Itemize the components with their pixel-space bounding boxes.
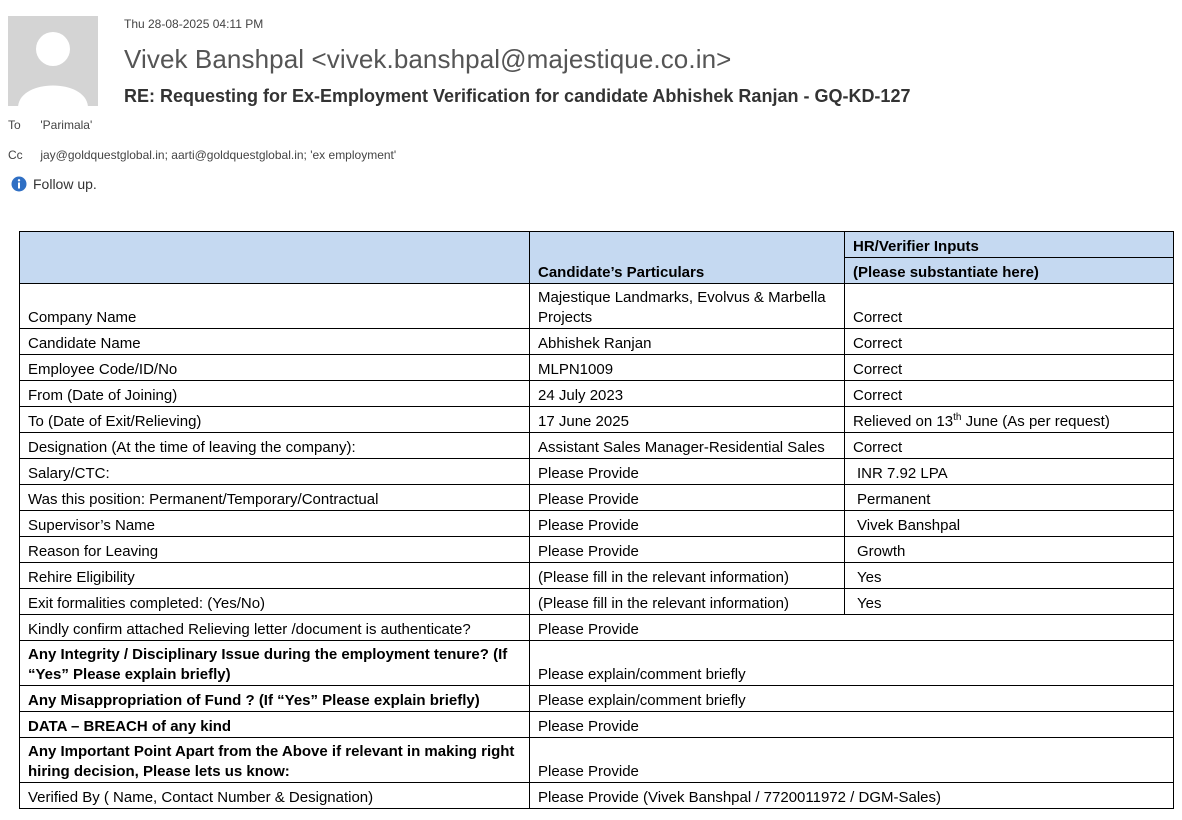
particular-cell: Please Provide <box>530 459 845 485</box>
field-cell: Designation (At the time of leaving the company): <box>20 433 530 459</box>
email-datetime: Thu 28-08-2025 04:11 PM <box>124 17 264 31</box>
table-row <box>20 712 1174 738</box>
cc-label: Cc <box>8 148 23 162</box>
field-cell: Candidate Name <box>20 329 530 355</box>
email-sender[interactable]: Vivek Banshpal <vivek.banshpal@majestique.co.in> <box>124 44 732 74</box>
table-row <box>20 738 1174 783</box>
input-text-post: June (As per request) <box>961 413 1110 430</box>
input-cell: Growth <box>845 537 1174 563</box>
particular-cell: Assistant Sales Manager-Residential Sales <box>530 433 845 459</box>
particular-cell: Please Provide <box>530 537 845 563</box>
table-row <box>20 615 1174 641</box>
particular-cell: Please Provide <box>530 738 1174 783</box>
field-cell: To (Date of Exit/Relieving) <box>20 407 530 433</box>
particular-cell: Please Provide <box>530 511 845 537</box>
input-text-sup: th <box>953 412 962 423</box>
info-icon <box>11 176 27 192</box>
to-recipients[interactable]: 'Parimala' <box>40 118 93 132</box>
table-row <box>20 355 1174 381</box>
table-row <box>20 284 1174 329</box>
header-substantiate: (Please substantiate here) <box>845 258 1174 284</box>
verification-table <box>19 231 1174 809</box>
table-row <box>20 329 1174 355</box>
field-cell: Was this position: Permanent/Temporary/Contractual <box>20 485 530 511</box>
person-icon <box>8 16 98 106</box>
sender-avatar <box>8 16 98 106</box>
input-cell: Yes <box>845 589 1174 615</box>
cc-recipients[interactable]: jay@goldquestglobal.in; aarti@goldquestglobal.in; 'ex employment' <box>40 148 397 162</box>
email-subject: RE: Requesting for Ex-Employment Verification for candidate Abhishek Ranjan - GQ-KD-127 <box>124 86 911 106</box>
field-cell: From (Date of Joining) <box>20 381 530 407</box>
header-candidate-particulars: Candidate’s Particulars <box>530 232 845 284</box>
particular-cell: 17 June 2025 <box>530 407 845 433</box>
table-row <box>20 511 1174 537</box>
table-row <box>20 686 1174 712</box>
cc-row <box>8 148 396 162</box>
table-row <box>20 783 1174 809</box>
field-cell: Any Misappropriation of Fund ? (If “Yes” Please explain briefly) <box>20 686 530 712</box>
table-header-row <box>20 232 1174 258</box>
table-row <box>20 407 1174 433</box>
header-hr-inputs: HR/Verifier Inputs <box>845 232 1174 258</box>
table-row <box>20 381 1174 407</box>
particular-cell: Majestique Landmarks, Evolvus & Marbella Projects <box>530 284 845 329</box>
particular-cell: MLPN1009 <box>530 355 845 381</box>
particular-cell: Please Provide <box>530 615 1174 641</box>
field-cell: DATA – BREACH of any kind <box>20 712 530 738</box>
followup-flag[interactable] <box>11 176 97 192</box>
table-row <box>20 537 1174 563</box>
input-cell: Yes <box>845 563 1174 589</box>
field-cell: Verified By ( Name, Contact Number & Designation) <box>20 783 530 809</box>
table-row <box>20 433 1174 459</box>
table-row <box>20 589 1174 615</box>
particular-cell: Please Provide <box>530 712 1174 738</box>
field-cell: Reason for Leaving <box>20 537 530 563</box>
field-cell: Supervisor’s Name <box>20 511 530 537</box>
field-cell: Kindly confirm attached Relieving letter /document is authenticate? <box>20 615 530 641</box>
table-row <box>20 563 1174 589</box>
field-cell: Any Integrity / Disciplinary Issue during the employment tenure? (If “Yes” Please explain briefly) <box>20 641 530 686</box>
field-cell: Rehire Eligibility <box>20 563 530 589</box>
particular-cell: (Please fill in the relevant information) <box>530 563 845 589</box>
particular-cell: Abhishek Ranjan <box>530 329 845 355</box>
input-cell: Correct <box>845 355 1174 381</box>
field-cell: Salary/CTC: <box>20 459 530 485</box>
table-row <box>20 459 1174 485</box>
particular-cell: (Please fill in the relevant information) <box>530 589 845 615</box>
field-cell: Exit formalities completed: (Yes/No) <box>20 589 530 615</box>
input-cell: Correct <box>845 284 1174 329</box>
table-row <box>20 641 1174 686</box>
input-cell: Vivek Banshpal <box>845 511 1174 537</box>
field-cell: Any Important Point Apart from the Above if relevant in making right hiring decision, Please lets us know: <box>20 738 530 783</box>
to-row <box>8 118 92 132</box>
table-row <box>20 485 1174 511</box>
input-cell: Permanent <box>845 485 1174 511</box>
input-cell: Correct <box>845 381 1174 407</box>
input-cell <box>845 407 1174 433</box>
particular-cell: Please Provide (Vivek Banshpal / 7720011972 / DGM-Sales) <box>530 783 1174 809</box>
particular-cell: Please explain/comment briefly <box>530 641 1174 686</box>
particular-cell: Please Provide <box>530 485 845 511</box>
header-blank-cell <box>20 232 530 284</box>
to-label: To <box>8 118 21 132</box>
input-text-pre: Relieved on 13 <box>853 413 954 430</box>
followup-text: Follow up. <box>33 176 97 192</box>
input-cell: Correct <box>845 433 1174 459</box>
field-cell: Company Name <box>20 284 530 329</box>
particular-cell: 24 July 2023 <box>530 381 845 407</box>
field-cell: Employee Code/ID/No <box>20 355 530 381</box>
input-cell: INR 7.92 LPA <box>845 459 1174 485</box>
input-cell: Correct <box>845 329 1174 355</box>
particular-cell: Please explain/comment briefly <box>530 686 1174 712</box>
